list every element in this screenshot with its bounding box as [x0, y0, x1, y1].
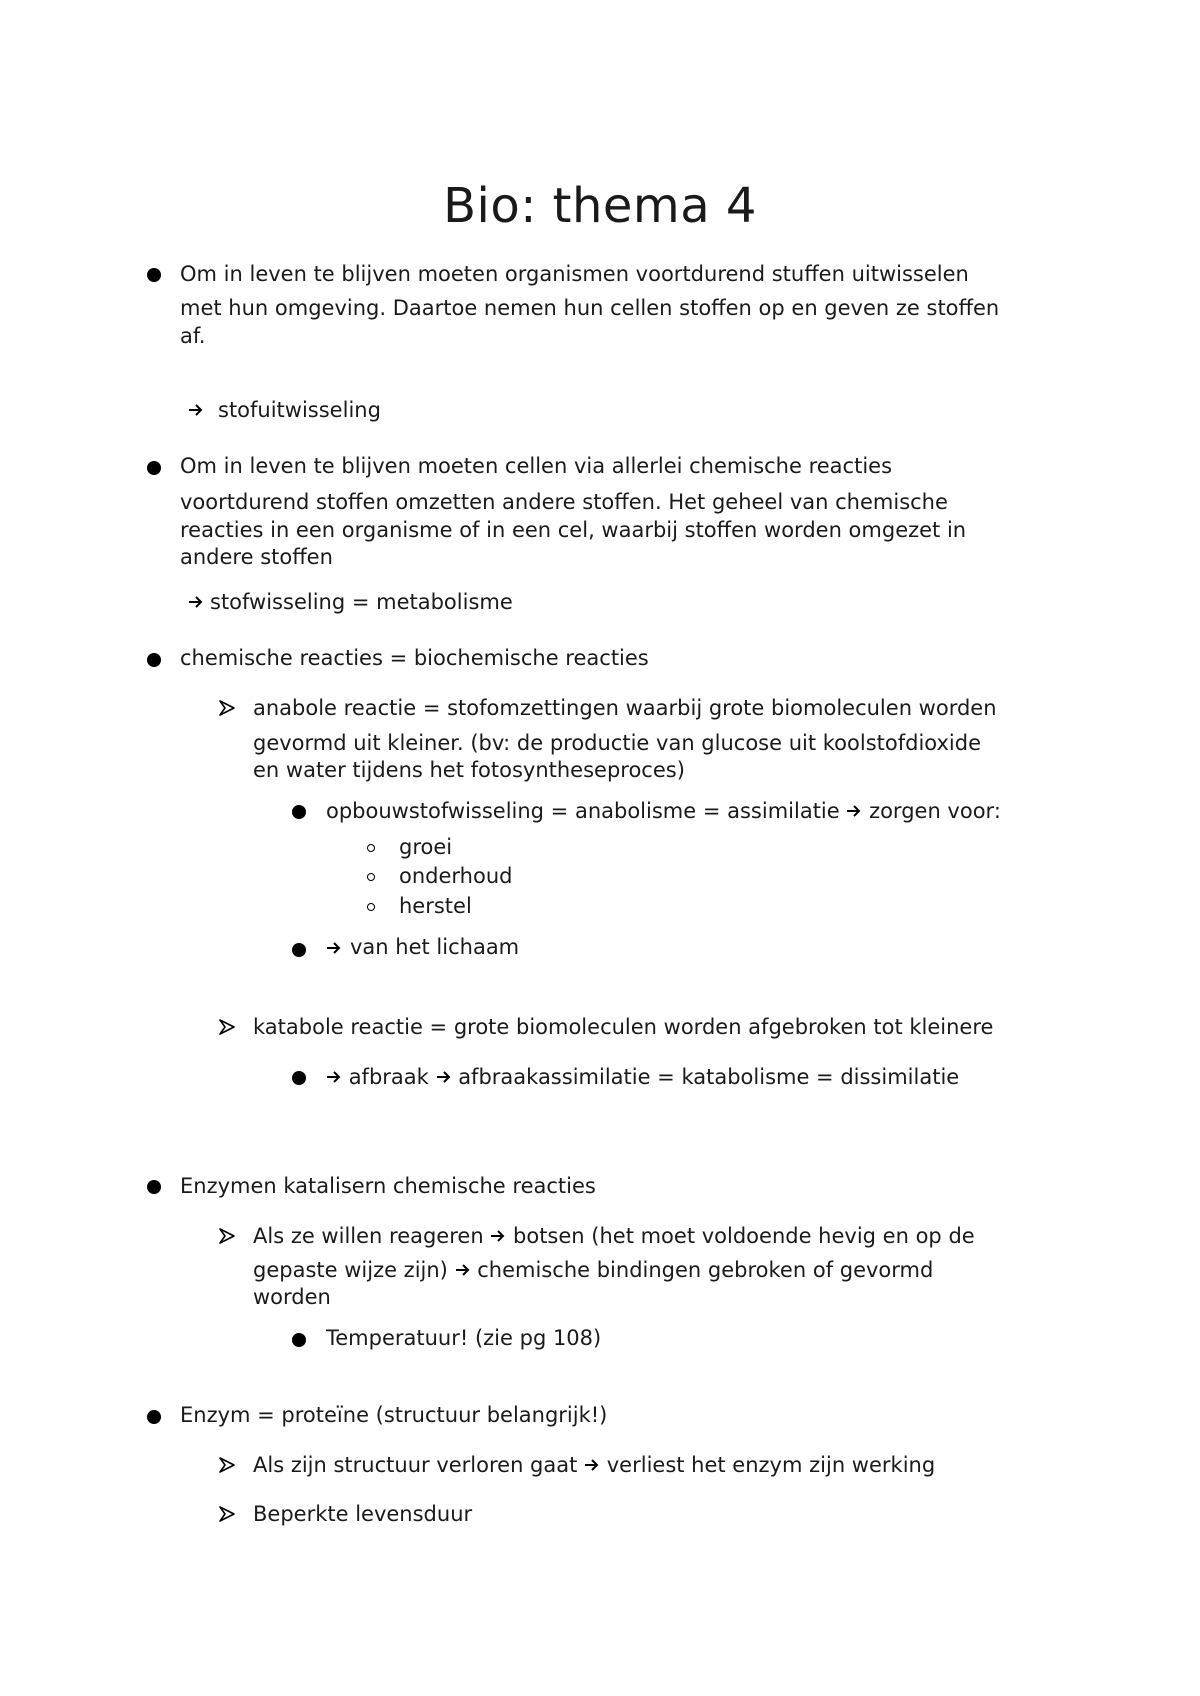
- sub-item-text: [253, 1256, 933, 1284]
- sub-item-text: en water tijdens het fotosyntheseproces): [253, 758, 685, 782]
- chevron-arrow-icon: [218, 1227, 236, 1245]
- bullet-dot: [292, 1071, 306, 1085]
- list-item-text: Enzym = proteïne (structuur belangrijk!): [180, 1403, 608, 1427]
- bullet-dot: [292, 1333, 306, 1347]
- page-title: Bio: thema 4: [443, 178, 757, 234]
- sub-item-text: [253, 1451, 935, 1479]
- chevron-arrow-icon: [218, 699, 236, 717]
- sub-sub-item-text: [326, 1063, 959, 1091]
- sub-item-text-a: Als ze willen reageren: [253, 1224, 484, 1248]
- arrow-right-icon: [846, 803, 862, 819]
- sub-item-text: worden: [253, 1285, 331, 1309]
- sub-item-text-a: gepaste wijze zijn): [253, 1258, 448, 1282]
- sub-sub-item-text-a: afbraak: [348, 1065, 429, 1089]
- sub-sub-item-text: [326, 797, 1001, 825]
- circle-bullet: [367, 903, 375, 911]
- bullet-dot: [147, 653, 161, 667]
- sub-item-text: [253, 1222, 975, 1250]
- list-item-text: andere stoffen: [180, 545, 333, 569]
- sub-item-text-a: Als zijn structuur verloren gaat: [253, 1453, 578, 1477]
- arrow-text: stofuitwisseling: [218, 398, 381, 422]
- sub-item-text-b: botsen (het moet voldoende hevig en op de: [513, 1224, 975, 1248]
- sub-item-text: gevormd uit kleiner. (bv: de productie van glucose uit koolstofdioxide: [253, 731, 981, 755]
- sub-sub-item-text: Temperatuur! (zie pg 108): [326, 1326, 602, 1350]
- sub-item-text-b: verliest het enzym zijn werking: [606, 1453, 936, 1477]
- list-item-text: reacties in een organisme of in een cel, waarbij stoffen worden omgezet in: [180, 518, 967, 542]
- chevron-arrow-icon: [218, 1505, 236, 1523]
- arrow-right-icon: [436, 1069, 452, 1085]
- bullet-dot: [147, 461, 161, 475]
- bullet-dot: [292, 805, 306, 819]
- list-item-text: Om in leven te blijven moeten organismen voortdurend stuffen uitwisselen: [180, 262, 969, 286]
- list-item-text: chemische reacties = biochemische reacties: [180, 646, 649, 670]
- arrow-right-icon: [326, 940, 342, 956]
- arrow-right-icon: [584, 1457, 600, 1473]
- arrow-right-icon: [188, 402, 204, 418]
- list-item-text: met hun omgeving. Daartoe nemen hun cellen stoffen op en geven ze stoffen: [180, 296, 1000, 320]
- bullet-dot: [147, 268, 161, 282]
- arrow-text: stofwisseling = metabolisme: [210, 590, 513, 614]
- chevron-arrow-icon: [218, 1456, 236, 1474]
- circle-item-text: herstel: [399, 894, 472, 918]
- list-item-text: Enzymen katalisern chemische reacties: [180, 1174, 596, 1198]
- bullet-dot: [147, 1410, 161, 1424]
- sub-sub-item-text-b: afbraakassimilatie = katabolisme = dissimilatie: [458, 1065, 960, 1089]
- list-item-text: Om in leven te blijven moeten cellen via allerlei chemische reacties: [180, 454, 893, 478]
- list-item-text: voortdurend stoffen omzetten andere stoffen. Het geheel van chemische: [180, 490, 948, 514]
- sub-item-text: Beperkte levensduur: [253, 1502, 473, 1526]
- sub-sub-item-text-b: zorgen voor:: [869, 799, 1001, 823]
- sub-item-text: katabole reactie = grote biomoleculen worden afgebroken tot kleinere: [253, 1015, 994, 1039]
- arrow-right-icon: [326, 1069, 342, 1085]
- circle-item-text: groei: [399, 835, 453, 859]
- list-item-text: af.: [180, 324, 206, 348]
- chevron-arrow-icon: [218, 1018, 236, 1036]
- circle-bullet: [367, 844, 375, 852]
- circle-bullet: [367, 873, 375, 881]
- arrow-right-icon: [455, 1262, 471, 1278]
- sub-item-text: anabole reactie = stofomzettingen waarbij grote biomoleculen worden: [253, 696, 997, 720]
- bullet-dot: [147, 1180, 161, 1194]
- arrow-right-icon: [490, 1228, 506, 1244]
- circle-item-text: onderhoud: [399, 864, 513, 888]
- arrow-right-icon: [188, 594, 204, 610]
- bullet-dot: [292, 943, 306, 957]
- sub-item-text-b: chemische bindingen gebroken of gevormd: [477, 1258, 934, 1282]
- sub-sub-item-text-a: opbouwstofwisseling = anabolisme = assimilatie: [326, 799, 840, 823]
- sub-sub-item-text: van het lichaam: [350, 935, 520, 959]
